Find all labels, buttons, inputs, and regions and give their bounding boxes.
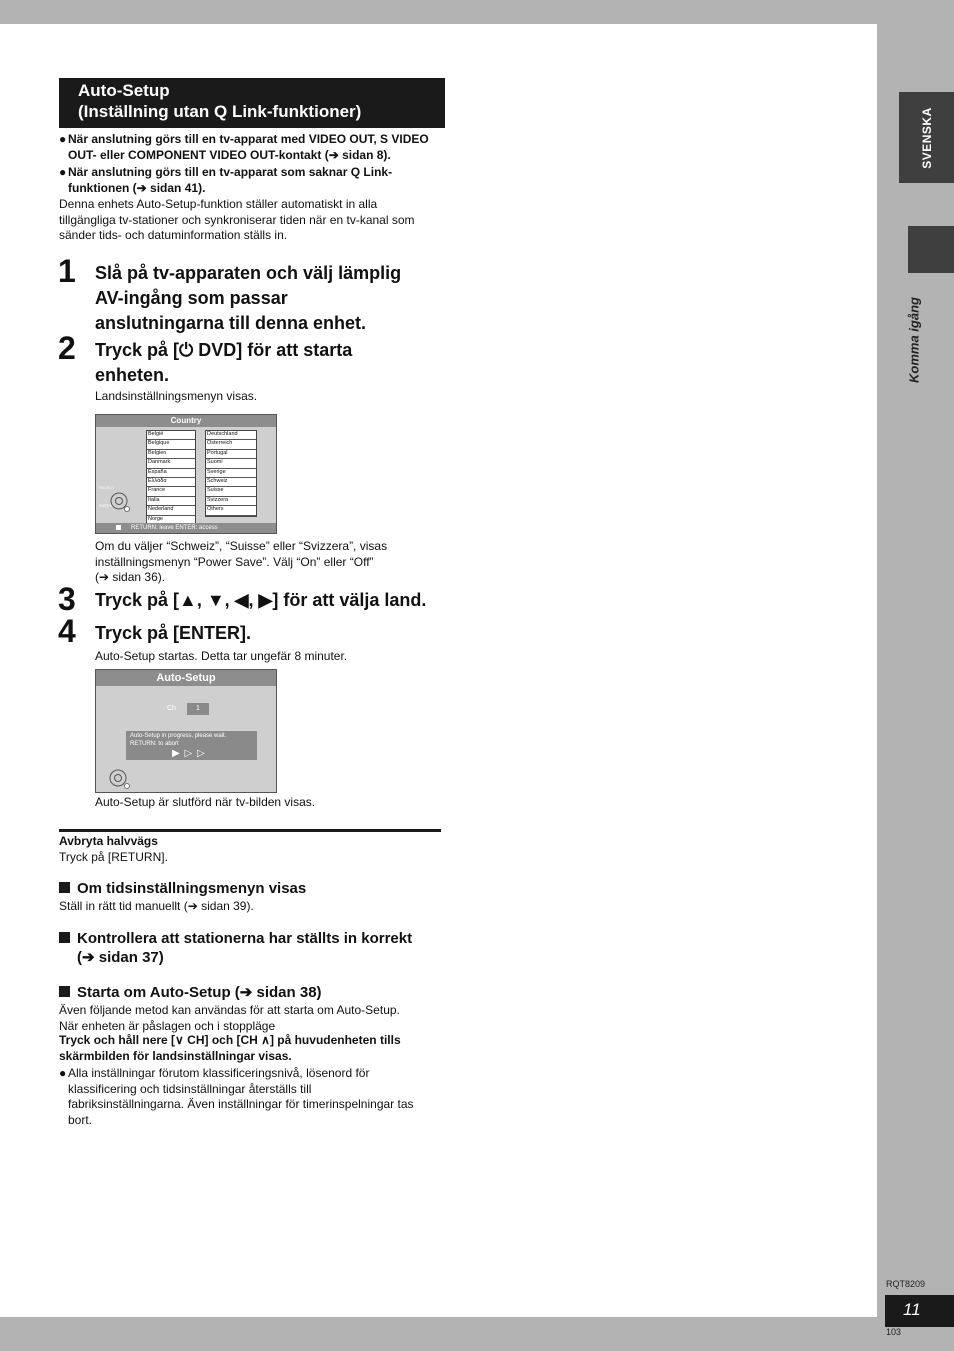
return-icon xyxy=(116,525,121,530)
page-number-bottom: 103 xyxy=(886,1327,902,1337)
country-option[interactable]: Danmark xyxy=(147,459,195,468)
country-option[interactable]: España xyxy=(147,469,195,478)
section-3-p2-line-2: skärmbilden för landsinställningar visas. xyxy=(59,1048,292,1063)
country-option[interactable]: Svizzera xyxy=(206,497,256,506)
step-2-after-line-2: inställningsmenyn “Power Save”. Välj “On” eller “Off” xyxy=(95,554,374,569)
bottom-band xyxy=(0,1317,877,1351)
bullet-2-line-1: När anslutning görs till en tv-apparat som saknar Q Link- xyxy=(68,165,393,179)
section-tab xyxy=(908,226,954,273)
section-3-para-2 xyxy=(59,1033,444,1064)
auto-setup-title: Auto-Setup xyxy=(96,670,276,686)
step-4-note: Auto-Setup startas. Detta tar ungefär 8 minuter. xyxy=(95,649,348,663)
bullet-dot: ● xyxy=(59,1066,67,1080)
page-number-box xyxy=(885,1295,954,1327)
country-option[interactable]: France xyxy=(147,487,195,496)
section-3-p1-line-2: När enheten är påslagen och i stoppläge xyxy=(59,1018,276,1033)
section-3-bullet-line-1: Alla inställningar förutom klassificeringsnivå, lösenord för xyxy=(68,1066,370,1080)
country-option[interactable]: Others xyxy=(206,506,256,515)
step-1-text xyxy=(95,261,445,336)
country-option[interactable]: Nederland xyxy=(147,506,195,515)
step-2-line-2: enheten. xyxy=(95,365,170,385)
auto-setup-message-line-2: RETURN: to abort xyxy=(130,741,179,747)
country-option[interactable]: Belgien xyxy=(147,450,195,459)
step-1-line-2: AV-ingång som passar xyxy=(95,288,288,308)
bullet-dot: ● xyxy=(59,165,67,179)
country-option[interactable]: Österreich xyxy=(206,440,256,449)
intro-paragraph xyxy=(59,197,444,244)
step-2-number: 2 xyxy=(58,330,76,366)
square-bullet-icon xyxy=(59,932,70,943)
intro-line-2: tillgängliga tv-stationer och synkroniserar tiden när en tv-kanal som xyxy=(59,212,415,227)
section-header xyxy=(59,78,445,128)
channel-label: Ch xyxy=(167,705,176,712)
section-3-heading xyxy=(59,983,322,1002)
section-1-title: Om tidsinställningsmenyn visas xyxy=(77,880,307,897)
section-3-bullet-line-4: bort. xyxy=(68,1112,93,1127)
remote-enter-label: ENTER xyxy=(99,503,113,508)
country-option[interactable]: Suisse xyxy=(206,487,256,496)
section-2-title-line-1: Kontrollera att stationerna har ställts in korrekt xyxy=(77,930,413,947)
progress-indicator: ▶ ▷ ▷ xyxy=(172,748,206,759)
auto-setup-screen xyxy=(95,669,277,793)
bullet-1-line-1: När anslutning görs till en tv-apparat med VIDEO OUT, S VIDEO xyxy=(68,132,429,146)
section-2-title-line-2: (➔ sidan 37) xyxy=(77,949,164,966)
step-1-line-3: anslutningarna till denna enhet. xyxy=(95,313,367,333)
country-option[interactable]: Portugal xyxy=(206,450,256,459)
step-3-number: 3 xyxy=(58,581,76,617)
country-menu-screen xyxy=(95,414,277,534)
step-2-text xyxy=(95,338,445,388)
language-tab-label: SVENSKA xyxy=(919,106,934,169)
country-list-left xyxy=(146,430,196,526)
intro-bullet-1 xyxy=(59,132,444,164)
country-option[interactable]: Italia xyxy=(147,497,195,506)
step-4-number: 4 xyxy=(58,613,76,649)
country-option[interactable]: Norge xyxy=(147,516,195,525)
step-3-text: Tryck på [▲, ▼, ◀, ▶] för att välja land. xyxy=(95,590,427,610)
section-3-title: Starta om Auto-Setup (➔ sidan 38) xyxy=(77,984,322,1001)
bullet-dot: ● xyxy=(59,132,67,146)
language-tab xyxy=(899,92,954,183)
country-menu-footer-text: RETURN: leave ENTER: access xyxy=(131,525,218,531)
section-3-bullet-line-3: fabriksinställningarna. Även inställningar för timerinspelningar tas xyxy=(68,1097,414,1111)
country-option[interactable]: Belgique xyxy=(147,440,195,449)
step-2-after-line-3: (➔ sidan 36). xyxy=(95,570,166,584)
section-3-p2-line-1: Tryck och håll nere [∨ CH] och [CH ∧] på huvudenheten tills xyxy=(59,1033,401,1047)
header-line-2: (Inställning utan Q Link-funktioner) xyxy=(78,102,362,121)
cancel-text: Tryck på [RETURN]. xyxy=(59,850,168,864)
intro-line-1: Denna enhets Auto-Setup-funktion ställer automatiskt in alla xyxy=(59,197,378,211)
section-3-p1-line-1: Även följande metod kan användas för att starta om Auto-Setup. xyxy=(59,1003,400,1017)
right-margin-band xyxy=(877,0,954,1351)
country-option[interactable]: Suomi xyxy=(206,459,256,468)
bullet-2-line-2: funktionen (➔ sidan 41). xyxy=(68,180,206,195)
country-list-right xyxy=(205,430,257,517)
country-option[interactable]: Schweiz xyxy=(206,478,256,487)
channel-value: 1 xyxy=(187,703,209,715)
step-2-after-line-1: Om du väljer “Schweiz”, “Suisse” eller “Svizzera”, visas xyxy=(95,539,388,553)
divider-rule xyxy=(59,829,441,832)
bullet-1-line-2: OUT- eller COMPONENT VIDEO OUT-kontakt (➔ sidan 8). xyxy=(68,147,391,162)
square-bullet-icon xyxy=(59,882,70,893)
section-2-heading xyxy=(59,929,449,967)
step-4-after: Auto-Setup är slutförd när tv-bilden visas. xyxy=(95,795,316,809)
section-1-heading xyxy=(59,879,306,898)
section-label xyxy=(889,280,939,400)
section-3-para-1 xyxy=(59,1003,444,1034)
country-option[interactable]: Deutschland xyxy=(206,431,256,440)
intro-line-3: sänder tids- och datuminformation ställs in. xyxy=(59,228,288,242)
intro-bullet-2 xyxy=(59,165,444,197)
section-3-bullet xyxy=(59,1066,444,1130)
step-1-number: 1 xyxy=(58,253,76,289)
page-number: 11 xyxy=(903,1300,921,1319)
country-option[interactable]: Sverige xyxy=(206,469,256,478)
doc-code: RQT8209 xyxy=(886,1279,926,1289)
section-1-text: Ställ in rätt tid manuellt (➔ sidan 39). xyxy=(59,899,254,913)
header-line-1: Auto-Setup xyxy=(78,81,170,100)
remote-select-label: SELECT xyxy=(99,485,115,490)
top-band xyxy=(0,0,954,24)
step-2-after xyxy=(95,539,445,586)
cancel-title: Avbryta halvvägs xyxy=(59,834,158,848)
section-3-bullet-line-2: klassificering och tidsinställningar återställs till xyxy=(68,1081,312,1096)
country-menu-footer xyxy=(96,523,276,533)
auto-setup-message-line-1: Auto-Setup in progress, please wait. xyxy=(130,733,227,739)
remote-dpad-icon xyxy=(108,768,132,790)
country-option[interactable]: België xyxy=(147,431,195,440)
step-2-line-1: Tryck på [⏻ DVD] för att starta xyxy=(95,340,353,360)
square-bullet-icon xyxy=(59,986,70,997)
country-menu-title: Country xyxy=(96,415,276,427)
step-4-text: Tryck på [ENTER]. xyxy=(95,623,252,643)
step-1-line-1: Slå på tv-apparaten och välj lämplig xyxy=(95,263,402,283)
remote-dpad-icon xyxy=(109,491,131,513)
country-option[interactable]: Ελλάδα xyxy=(147,478,195,487)
step-2-note: Landsinställningsmenyn visas. xyxy=(95,389,258,403)
section-label-text: Komma igång xyxy=(906,297,922,383)
